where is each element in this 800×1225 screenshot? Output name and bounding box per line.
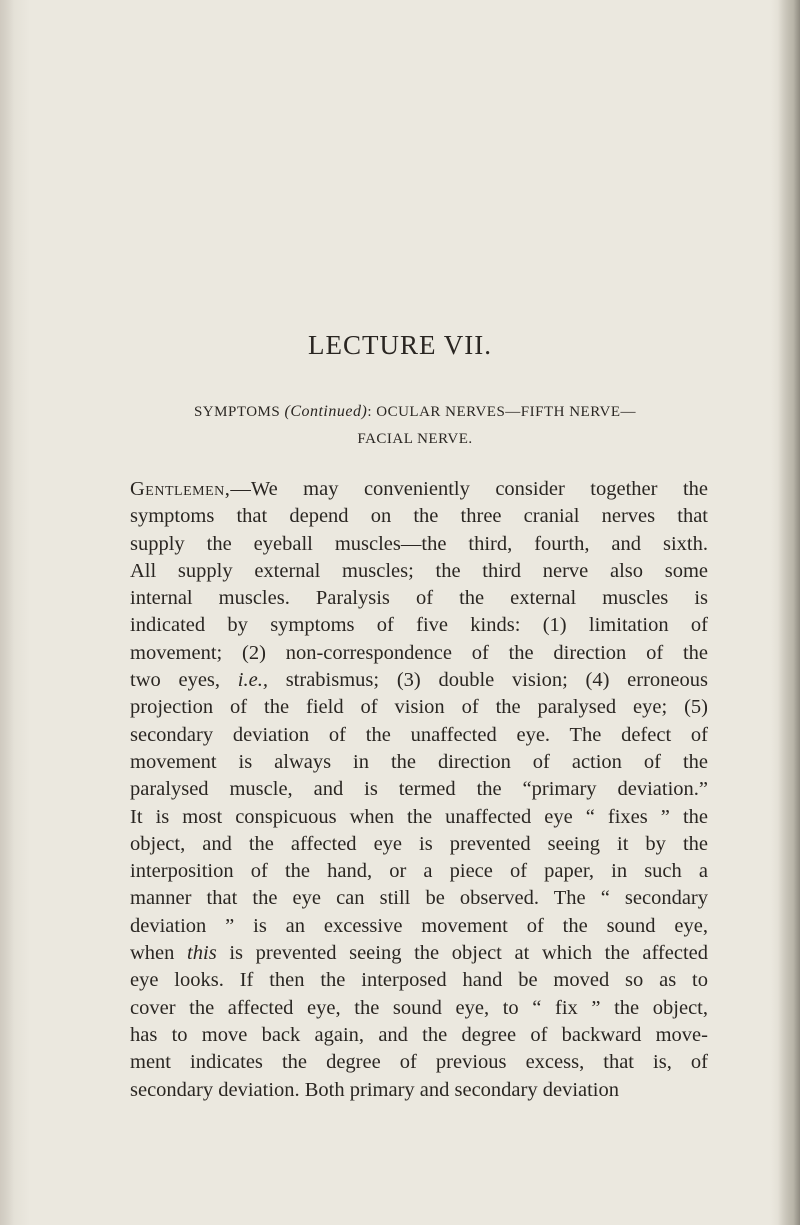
- text-line: internal muscles. Paralysis of the external muscles is: [130, 587, 708, 610]
- text-line: indicated by symptoms of five kinds: (1) limitation of: [130, 614, 708, 637]
- text-line: projection of the field of vision of the paralysed eye; (5): [130, 696, 708, 719]
- text-line: two eyes, i.e., strabismus; (3) double vision; (4) erroneous: [130, 669, 708, 692]
- text-line: symptoms that depend on the three cranial nerves that: [130, 505, 708, 528]
- text-line: deviation ” is an excessive movement of the sound eye,: [130, 914, 708, 937]
- text-line: All supply external muscles; the third nerve also some: [130, 559, 708, 582]
- text-line: interposition of the hand, or a piece of paper, in such a: [130, 860, 708, 883]
- lecture-title: LECTURE VII.: [308, 330, 492, 360]
- subheading-line-2: FACIAL NERVE.: [357, 431, 473, 447]
- text-line: movement; (2) non-correspondence of the direction of the: [130, 641, 708, 664]
- text-line: when this is prevented seeing the object at which the affected: [130, 942, 708, 965]
- text-line: cover the affected eye, the sound eye, to “ fix ” the object,: [130, 996, 708, 1019]
- page-gutter-shadow: [0, 0, 14, 1225]
- text-line: ment indicates the degree of previous excess, that is, of: [130, 1051, 708, 1074]
- lecture-subheading: [120, 398, 710, 453]
- text-line: movement is always in the direction of action of the: [130, 750, 708, 773]
- text-line: has to move back again, and the degree of backward move-: [130, 1023, 708, 1046]
- text-line: It is most conspicuous when the unaffected eye “ fixes ” the: [130, 805, 708, 828]
- subheading-continued: (Continued): [284, 403, 368, 420]
- text-line: secondary deviation. Both primary and secondary deviation: [130, 1078, 620, 1101]
- subheading-part-2: : OCULAR NERVES—FIFTH NERVE—: [367, 404, 637, 420]
- salutation: Gentlemen,: [130, 478, 231, 500]
- text-line: object, and the affected eye is prevented seeing it by the: [130, 832, 708, 855]
- text-line: supply the eyeball muscles—the third, fourth, and sixth.: [130, 532, 708, 555]
- text-line: Gentlemen,—We may conveniently consider together the: [130, 478, 708, 500]
- subheading-part-1: SYMPTOMS: [193, 404, 281, 420]
- text-line: eye looks. If then the interposed hand be moved so as to: [130, 969, 708, 992]
- page-edge-shadow: [778, 0, 800, 1225]
- body-paragraph: [130, 476, 708, 1104]
- subheading-line-1: [120, 398, 710, 426]
- text-line: secondary deviation of the unaffected eye. The defect of: [130, 723, 708, 746]
- text-line: manner that the eye can still be observed. The “ secondary: [130, 887, 708, 910]
- text-line: paralysed muscle, and is termed the “primary deviation.”: [130, 778, 708, 801]
